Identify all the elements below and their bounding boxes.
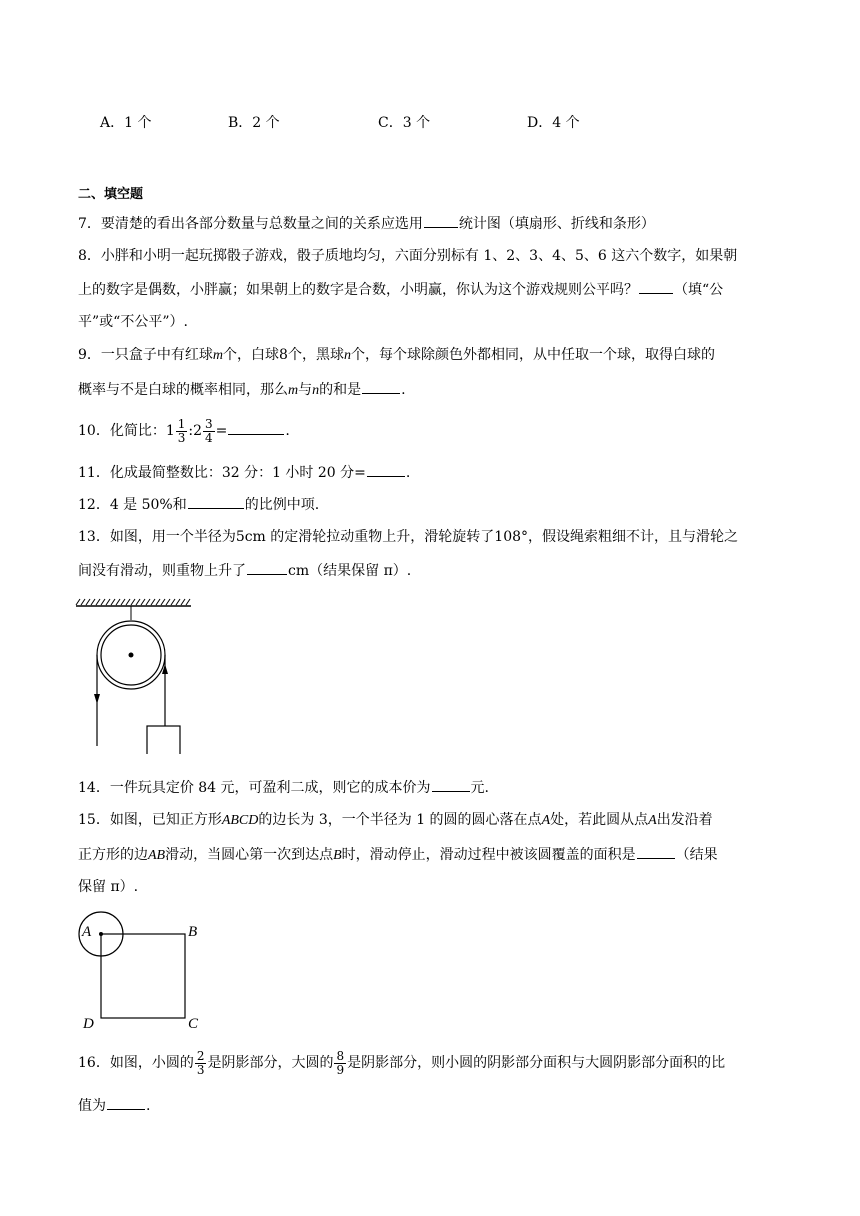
question-9-line2 xyxy=(78,379,406,401)
q13-blank[interactable] xyxy=(247,560,287,575)
label-c: C xyxy=(188,1016,199,1032)
question-13-line2 xyxy=(78,560,411,581)
q8-blank[interactable] xyxy=(639,279,673,294)
q7-blank[interactable] xyxy=(424,213,458,228)
q10-eq: = xyxy=(215,423,228,439)
pulley-figure xyxy=(70,594,200,754)
q9-text: 概率与不是白球的概率相同，那么 xyxy=(78,382,288,398)
q10-blank[interactable] xyxy=(228,420,284,435)
denominator: 3 xyxy=(177,430,186,445)
q9-text: 个，每个球除颜色外都相同，从中任取一个球，取得白球的 xyxy=(350,347,715,363)
question-7 xyxy=(78,213,655,234)
label-b: B xyxy=(188,924,198,940)
denominator: 3 xyxy=(196,1062,205,1077)
point-a: A xyxy=(648,813,657,828)
side-ab: AB xyxy=(148,848,166,863)
question-13-line1: 13．如图，用一个半径为5cm 的定滑轮拉动重物上升，滑轮旋转了108°，假设绳索粗细不计，且与滑轮之 xyxy=(78,529,739,545)
q10-colon: : xyxy=(188,423,194,439)
question-14 xyxy=(78,777,489,798)
q9-text: 个，白球 xyxy=(223,347,280,363)
option-c: C．3 个 xyxy=(378,115,431,131)
var-m: m xyxy=(288,383,299,398)
denominator: 9 xyxy=(336,1062,345,1077)
q15-text: （结果 xyxy=(675,847,718,863)
q11-blank[interactable] xyxy=(367,462,405,477)
numerator: 2 xyxy=(196,1048,205,1063)
denominator: 4 xyxy=(205,430,213,445)
question-9-line1 xyxy=(78,345,715,366)
q13-text: cm（结果保留 π）. xyxy=(288,563,412,579)
q14-text: 14．一件玩具定价 84 元，可盈利二成，则它的成本价为 xyxy=(78,780,431,796)
q14-blank[interactable] xyxy=(432,777,470,792)
q12-blank[interactable] xyxy=(188,494,244,509)
q9-text: . xyxy=(401,382,406,398)
q11-end: . xyxy=(405,465,411,481)
q14-text: 元. xyxy=(470,780,489,796)
q10-end: . xyxy=(285,423,290,439)
square-figure xyxy=(74,908,214,1034)
numerator: 3 xyxy=(205,416,213,431)
q9-text: 个，黑球 xyxy=(287,347,344,363)
section-heading: 二、填空题 xyxy=(78,187,144,202)
label-a: A xyxy=(82,924,92,940)
question-16-line2 xyxy=(78,1095,150,1116)
question-16-line1 xyxy=(78,1048,725,1078)
question-12 xyxy=(78,494,319,515)
q15-text: 的边长为 3，一个半径为 1 的圆的圆心落在点 xyxy=(258,812,542,828)
numerator: 8 xyxy=(336,1048,345,1063)
label-d: D xyxy=(83,1016,94,1032)
pulley-center xyxy=(129,653,134,658)
ceiling-hatching xyxy=(76,599,191,606)
question-8-line3: 平”或“不公平”）. xyxy=(78,314,188,330)
q7-text-post: 统计图（填扇形、折线和条形） xyxy=(458,216,655,232)
q15-text: 15．如图，已知正方形 xyxy=(78,812,222,828)
q9-text: 9．一只盒子中有红球 xyxy=(78,347,213,363)
q9-blank[interactable] xyxy=(362,379,400,394)
option-d: D．4 个 xyxy=(527,115,580,131)
q11-text: 11．化成最简整数比：32 分：1 小时 20 分 xyxy=(78,465,355,481)
q15-text: 处，若此圆从点 xyxy=(550,812,649,828)
square-abcd xyxy=(101,934,185,1018)
q7-text-pre: 7．要清楚的看出各部分数量与总数量之间的关系应选用 xyxy=(78,216,423,232)
circle-center xyxy=(99,932,103,936)
var-n: n xyxy=(312,383,320,398)
q15-text: 出发沿着 xyxy=(656,812,713,828)
numerator: 1 xyxy=(177,416,186,431)
q12-text: 的比例中项. xyxy=(244,497,320,513)
q9-num: 8 xyxy=(279,347,288,363)
question-8-line1: 8．小胖和小明一起玩掷骰子游戏，骰子质地均匀，六面分别标有 1、2、3、4、5、6 这六个数字，如果朝 xyxy=(78,248,738,264)
q16-fraction-small xyxy=(195,1050,207,1077)
q15-text: 时，滑动停止，滑动过程中被该圆覆盖的面积是 xyxy=(341,847,636,863)
weight-box xyxy=(147,726,180,754)
q15-blank[interactable] xyxy=(637,844,675,859)
q16-text: . xyxy=(146,1098,151,1114)
q9-text: 的和是 xyxy=(319,382,362,398)
point-b: B xyxy=(333,848,342,863)
q16-text: 是阴影部分，则小圆的阴影部分面积与大圆阴影部分面积的比 xyxy=(347,1055,726,1071)
question-8-line2 xyxy=(78,279,723,300)
q10-text: 10．化简比： xyxy=(78,423,166,439)
q16-text: 值为 xyxy=(78,1098,106,1114)
q10-fraction-1 xyxy=(176,418,188,445)
var-n: n xyxy=(343,348,351,363)
q8-text-post: （填“公 xyxy=(674,282,724,298)
q9-text: 与 xyxy=(298,382,313,398)
q15-text: 正方形的边 xyxy=(78,847,148,863)
q15-text: 滑动，当圆心第一次到达点 xyxy=(165,847,334,863)
q16-text: 是阴影部分，大圆的 xyxy=(207,1055,334,1071)
q10-fraction-2 xyxy=(203,418,215,445)
q8-text-pre: 上的数字是偶数，小胖赢；如果朝上的数字是合数，小明赢，你认为这个游戏规则公平吗？ xyxy=(78,282,638,298)
q11-eq: = xyxy=(354,465,366,481)
q10-whole1: 1 xyxy=(165,423,175,439)
point-a: A xyxy=(541,813,551,828)
question-10 xyxy=(78,416,290,446)
q16-blank[interactable] xyxy=(107,1095,145,1110)
option-a: A．1 个 xyxy=(100,115,152,131)
square-name: ABCD xyxy=(221,813,259,828)
q16-fraction-large xyxy=(334,1050,346,1077)
q16-text: 16．如图，小圆的 xyxy=(78,1055,194,1071)
var-m: m xyxy=(212,348,224,363)
q12-text: 12．4 是 50%和 xyxy=(78,497,187,513)
question-15-line3: 保留 π）. xyxy=(78,879,139,895)
question-15-line1 xyxy=(78,810,713,831)
down-arrow-icon xyxy=(94,694,100,704)
question-11 xyxy=(78,462,410,483)
option-b: B．2 个 xyxy=(228,115,280,131)
question-15-line2 xyxy=(78,844,718,866)
q10-whole2: 2 xyxy=(193,423,203,439)
q13-text: 间没有滑动，则重物上升了 xyxy=(78,563,246,579)
